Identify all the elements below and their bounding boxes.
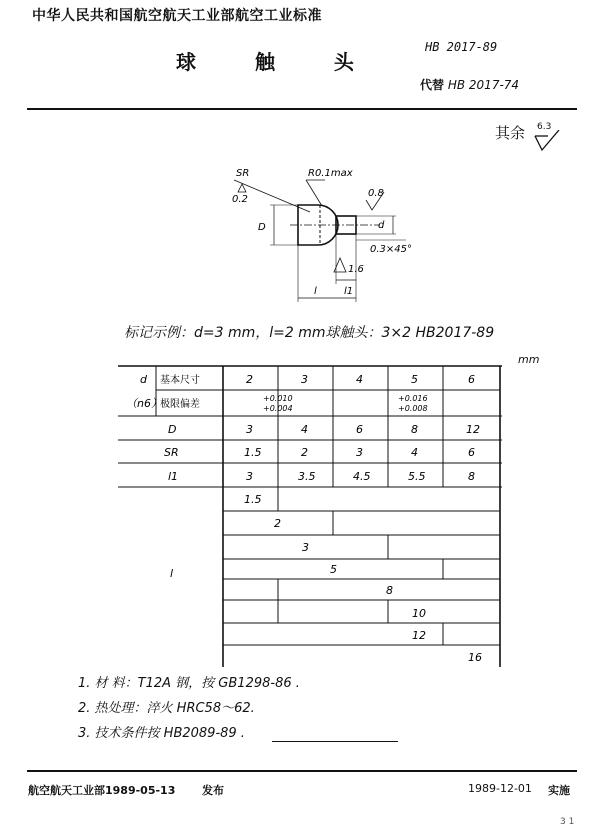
page-number: 3 1 <box>560 817 575 827</box>
dimension-table <box>118 365 502 668</box>
diameter-D-label: D <box>258 222 266 233</box>
l1-row-label: l1 <box>168 470 179 483</box>
D-value-2: 4 <box>301 423 308 436</box>
radius-max-label: R0.1max <box>308 168 353 179</box>
n6-label: （n6） <box>126 397 162 410</box>
roughness-16: 1.6 <box>348 264 364 275</box>
org-standard-header: 中华人民共和国航空航天工业部航空工业标准 <box>32 8 322 24</box>
dev2-upper: +0.016 <box>398 394 428 403</box>
D-value-4: 8 <box>411 423 418 436</box>
SR-value-4: 4 <box>411 446 418 459</box>
issuer-date: 航空航天工业部1989-05-13 <box>28 784 176 797</box>
SR-value-2: 2 <box>301 446 308 459</box>
roughness-label: 其余 <box>495 124 526 142</box>
d-value-4: 5 <box>411 373 418 386</box>
implementation-date: 1989-12-01 <box>468 782 532 795</box>
note-3: 3. 技术条件按 HB2089-89 . <box>78 726 245 741</box>
D-value-5: 12 <box>466 423 480 436</box>
D-value-3: 6 <box>356 423 363 436</box>
d-value-5: 6 <box>468 373 475 386</box>
d-value-2: 3 <box>301 373 308 386</box>
dev1-upper: +0.010 <box>263 394 293 403</box>
SR-value-1: 1.5 <box>244 446 262 459</box>
l-row-label: l <box>170 567 174 580</box>
l-value-5: 8 <box>386 584 393 597</box>
l-value-6: 10 <box>412 607 426 620</box>
l1-value-1: 3 <box>246 470 253 483</box>
SR-value-3: 3 <box>356 446 363 459</box>
flatness-icon <box>238 184 246 192</box>
limit-deviation-label: 极限偏差 <box>160 399 200 410</box>
diameter-d-label: d <box>378 220 385 231</box>
D-value-1: 3 <box>246 423 253 436</box>
dev1-lower: +0.004 <box>263 404 293 413</box>
dev2-lower: +0.008 <box>398 404 428 413</box>
standard-number: HB 2017-89 <box>425 40 498 54</box>
D-row-label: D <box>168 423 177 436</box>
document-title: 球 触 头 <box>176 50 380 74</box>
replaces-number: HB 2017-74 <box>447 78 520 92</box>
note-1: 1. 材 料：T12A 钢，按 GB1298-86 . <box>78 676 300 691</box>
l-value-7: 12 <box>412 629 426 642</box>
l-value-4: 5 <box>330 563 337 576</box>
d-value-3: 4 <box>356 373 363 386</box>
ball-contact-drawing <box>210 160 430 308</box>
issue-label: 发布 <box>202 784 224 797</box>
replaces-standard <box>420 76 519 93</box>
header-rule <box>27 108 577 110</box>
marking-example: 标记示例：d=3 mm，l=2 mm球触头：3×2 HB2017-89 <box>124 325 495 341</box>
SR-row-label: SR <box>164 446 179 459</box>
note-2: 2. 热处理：淬火 HRC58～62. <box>78 701 255 716</box>
length-l1-label: l1 <box>344 286 354 297</box>
chamfer-label: 0.3×45° <box>370 244 413 255</box>
roughness-08: 0.8 <box>368 188 384 199</box>
l-value-2: 2 <box>274 517 281 530</box>
roughness-symbol-icon <box>533 130 563 156</box>
implementation-label: 实施 <box>548 784 570 797</box>
l-value-3: 3 <box>302 541 309 554</box>
basic-size-label: 基本尺寸 <box>160 375 200 386</box>
l-value-8: 16 <box>468 651 482 664</box>
l1-value-5: 8 <box>468 470 475 483</box>
l1-value-3: 4.5 <box>353 470 371 483</box>
l1-value-4: 5.5 <box>408 470 426 483</box>
sr-label: SR <box>236 168 250 179</box>
roughness-value: 6.3 <box>537 122 552 132</box>
unit-label: mm <box>518 353 540 366</box>
d-label: d <box>140 373 147 386</box>
length-l-label: l <box>314 286 317 297</box>
note-underline <box>272 741 398 742</box>
replaces-label: 代替 <box>420 78 445 92</box>
d-value-1: 2 <box>246 373 253 386</box>
footer-rule <box>27 770 577 772</box>
sr-tolerance: 0.2 <box>232 194 248 205</box>
l1-value-2: 3.5 <box>298 470 316 483</box>
l-value-1: 1.5 <box>244 493 262 506</box>
SR-value-5: 6 <box>468 446 475 459</box>
